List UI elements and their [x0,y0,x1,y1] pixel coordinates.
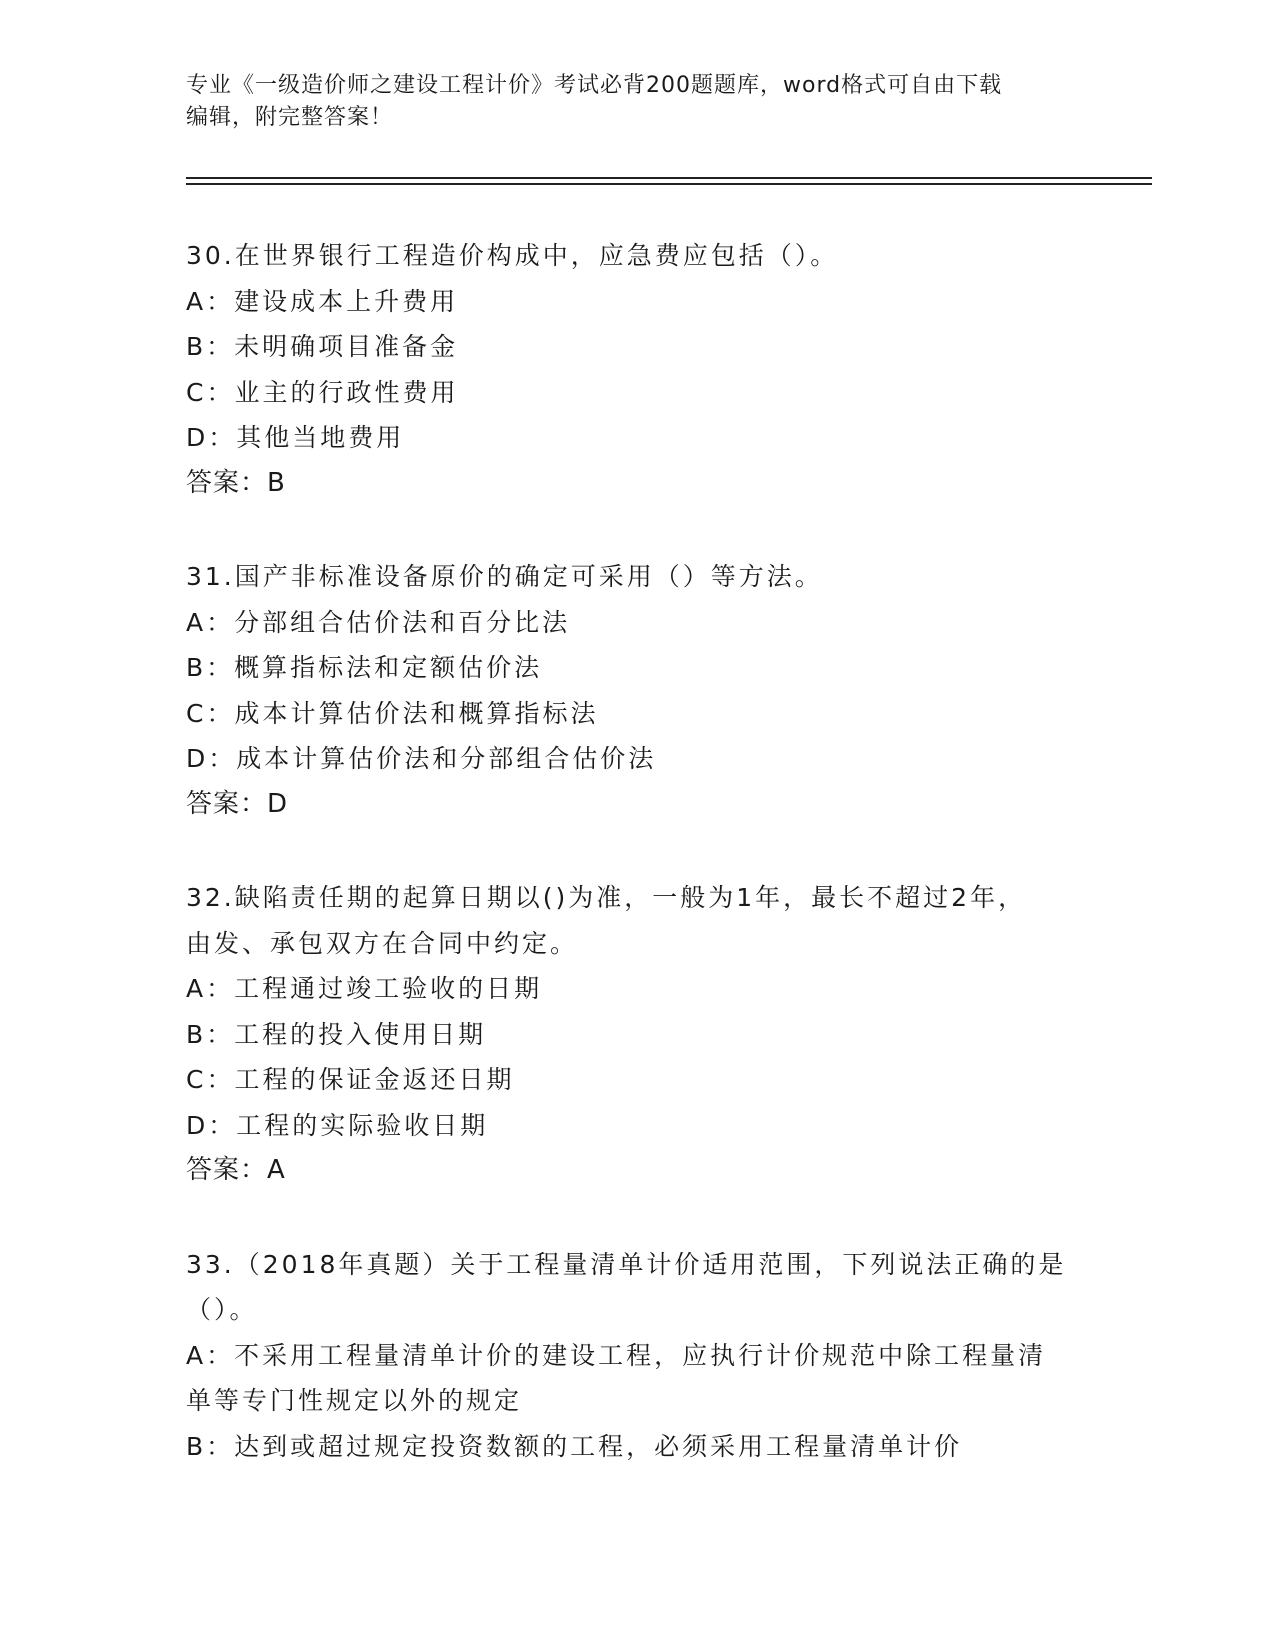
option-b: B：工程的投入使用日期 [186,1019,487,1049]
question-stem [186,554,1106,600]
header-line-1: 专业《一级造价师之建设工程计价》考试必背200题题库，word格式可自由下载 [186,73,1003,98]
question-list [186,233,1106,1517]
answer: 答案：D [186,788,289,819]
option-a: A：分部组合估价法和百分比法 [186,607,571,637]
option-c: C：成本计算估价法和概算指标法 [186,698,599,728]
option-b: B：概算指标法和定额估价法 [186,653,543,682]
question-stem [186,875,1106,966]
option-a: A：建设成本上升费用 [186,286,459,316]
stem-line: 30.在世界银行工程造价构成中，应急费应包括（）。 [186,241,839,270]
option-c: C：业主的行政性费用 [186,377,459,407]
option-d: D：工程的实际验收日期 [186,1110,489,1140]
question-stem [186,1242,1106,1333]
stem-line: （）。 [186,1295,258,1324]
option-b: B：达到或超过规定投资数额的工程，必须采用工程量清单计价 [186,1431,963,1461]
header-divider-bottom [186,183,1152,185]
question-31 [186,554,1106,827]
header-line-2: 编辑，附完整答案！ [186,105,394,130]
question-30 [186,233,1106,506]
option-b: B：未明确项目准备金 [186,332,459,361]
header-divider-top [186,177,1152,179]
option-d: D：成本计算估价法和分部组合估价法 [186,744,657,773]
stem-line: 由发、承包双方在合同中约定。 [186,928,579,958]
document-header [186,70,1076,134]
answer: 答案：B [186,467,286,498]
option-a: A：不采用工程量清单计价的建设工程，应执行计价规范中除工程量清 [186,1340,1047,1370]
option-a: A：工程通过竣工验收的日期 [186,974,543,1003]
stem-line: 31.国产非标准设备原价的确定可采用（）等方法。 [186,562,823,591]
stem-line: 33.（2018年真题）关于工程量清单计价适用范围，下列说法正确的是 [186,1249,1067,1279]
option-a-continued: 单等专门性规定以外的规定 [186,1386,523,1415]
answer: 答案：A [186,1155,286,1185]
option-c: C：工程的保证金返还日期 [186,1065,515,1094]
stem-line: 32.缺陷责任期的起算日期以()为准，一般为1年，最长不超过2年， [186,883,1027,912]
question-33 [186,1242,1106,1470]
option-d: D：其他当地费用 [186,423,405,452]
question-32 [186,875,1106,1194]
question-stem [186,233,1106,279]
